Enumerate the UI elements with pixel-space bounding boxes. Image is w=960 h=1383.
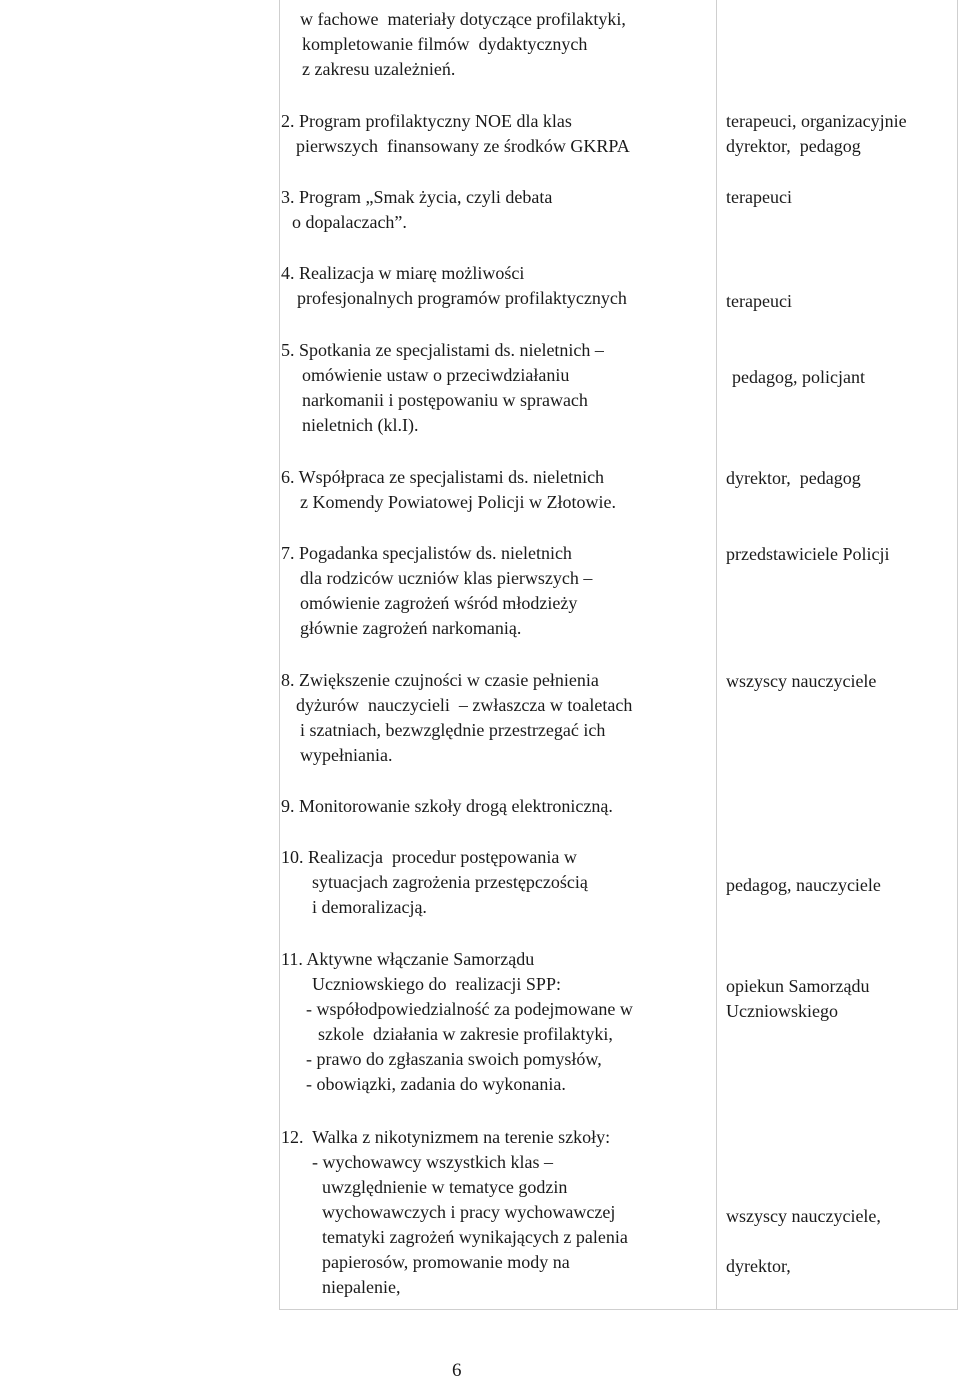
task-11-line: - prawo do zgłaszania swoich pomysłów, — [306, 1049, 602, 1069]
task-10-line: i demoralizacją. — [312, 897, 427, 917]
task-6-line: 6. Współpraca ze specjalistami ds. nieletnich — [281, 467, 605, 487]
task-5-line: nieletnich (kl.I). — [302, 415, 419, 435]
task-12-line: 12. Walka z nikotynizmem na terenie szkoły: — [281, 1127, 611, 1147]
task-7-line: dla rodziców uczniów klas pierwszych – — [300, 568, 593, 588]
task-11-line: szkole działania w zakresie profilaktyki, — [318, 1024, 613, 1044]
task-9-line: 9. Monitorowanie szkoły drogą elektroniczną. — [281, 796, 613, 816]
task-intro-line: kompletowanie filmów dydaktycznych — [302, 34, 588, 54]
table-border-left — [279, 0, 280, 1310]
responsible-10: pedagog, nauczyciele — [726, 875, 881, 895]
responsible-3: terapeuci — [726, 187, 792, 207]
task-8-line: i szatniach, bezwzględnie przestrzegać ich — [300, 720, 606, 740]
task-10-line: sytuacjach zagrożenia przestępczością — [312, 872, 588, 892]
task-12-line: tematyki zagrożeń wynikających z palenia — [322, 1227, 628, 1247]
task-12-line: uwzględnienie w tematyce godzin — [322, 1177, 568, 1197]
task-7-line: omówienie zagrożeń wśród młodzieży — [300, 593, 578, 613]
table-border-bottom — [279, 1309, 958, 1310]
responsible-4: terapeuci — [726, 291, 792, 311]
responsible-6: dyrektor, pedagog — [726, 468, 861, 488]
task-7-line: głównie zagrożeń narkomanią. — [300, 618, 522, 638]
task-12-line: papierosów, promowanie mody na — [322, 1252, 570, 1272]
table-border-right — [957, 0, 958, 1310]
task-12-line: - wychowawcy wszystkich klas – — [312, 1152, 553, 1172]
table-column-divider — [716, 0, 717, 1310]
task-11-line: - współodpowiedzialność za podejmowane w — [306, 999, 633, 1019]
responsible-11-line: Uczniowskiego — [726, 1001, 838, 1021]
task-8-line: dyżurów nauczycieli – zwłaszcza w toaletach — [296, 695, 633, 715]
responsible-11-line: opiekun Samorządu — [726, 976, 870, 996]
task-12-line: niepalenie, — [322, 1277, 401, 1297]
task-5-line: narkomanii i postępowaniu w sprawach — [302, 390, 588, 410]
page-number: 6 — [452, 1360, 462, 1381]
task-2-line: pierwszych finansowany ze środków GKRPA — [296, 136, 630, 156]
responsible-8: wszyscy nauczyciele — [726, 671, 877, 691]
task-8-line: 8. Zwiększenie czujności w czasie pełnienia — [281, 670, 599, 690]
task-3-line: o dopalaczach”. — [292, 212, 407, 232]
task-11-line: Uczniowskiego do realizacji SPP: — [312, 974, 561, 994]
responsible-12-line: wszyscy nauczyciele, — [726, 1206, 881, 1226]
task-4-line: profesjonalnych programów profilaktycznych — [297, 288, 627, 308]
responsible-7: przedstawiciele Policji — [726, 544, 890, 564]
task-10-line: 10. Realizacja procedur postępowania w — [281, 847, 577, 867]
responsible-2-line: terapeuci, organizacyjnie — [726, 111, 907, 131]
task-12-line: wychowawczych i pracy wychowawczej — [322, 1202, 616, 1222]
task-8-line: wypełniania. — [300, 745, 393, 765]
task-7-line: 7. Pogadanka specjalistów ds. nieletnich — [281, 543, 572, 563]
task-4-line: 4. Realizacja w miarę możliwości — [281, 263, 525, 283]
task-intro-line: w fachowe materiały dotyczące profilaktyki, — [300, 9, 626, 29]
task-intro-line: z zakresu uzależnień. — [302, 59, 456, 79]
task-3-line: 3. Program „Smak życia, czyli debata — [281, 187, 553, 207]
responsible-12-line: dyrektor, — [726, 1256, 791, 1276]
responsible-2-line: dyrektor, pedagog — [726, 136, 861, 156]
task-2-line: 2. Program profilaktyczny NOE dla klas — [281, 111, 572, 131]
task-5-line: 5. Spotkania ze specjalistami ds. nieletnich – — [281, 340, 604, 360]
task-5-line: omówienie ustaw o przeciwdziałaniu — [302, 365, 570, 385]
task-11-line: - obowiązki, zadania do wykonania. — [306, 1074, 566, 1094]
task-6-line: z Komendy Powiatowej Policji w Złotowie. — [300, 492, 616, 512]
responsible-5: pedagog, policjant — [732, 367, 865, 387]
task-11-line: 11. Aktywne włączanie Samorządu — [281, 949, 535, 969]
